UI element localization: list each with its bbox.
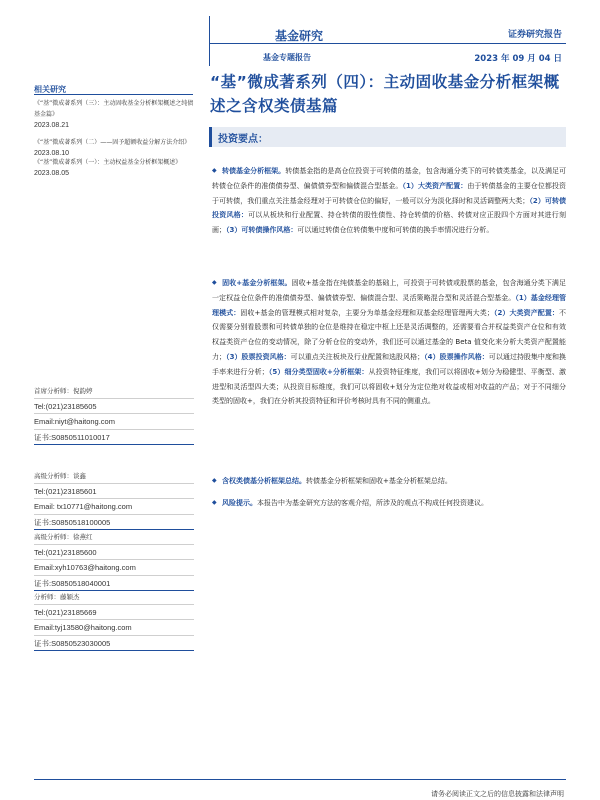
analyst-role: 高级分析师：徐燕红: [34, 530, 194, 545]
related-report-date: 2023.08.10: [34, 150, 70, 157]
analyst-tel: Tel:(021)23185600: [34, 545, 194, 560]
analyst-tel: Tel:(021)23185605: [34, 399, 194, 414]
paragraph-emphasis: （1）基金经理管理模式：: [212, 293, 567, 317]
header-rule: [209, 43, 566, 44]
analyst-block: [34, 469, 194, 530]
paragraph-text: 固收+基金指在纯债基金的基础上，可投资于可转债或股票的基金，包含海通分类下满足一定权益仓位条件的准债债券型、偏债债券型、偏债混合型、灵活策略混合型和灵活混合型基金。: [212, 279, 566, 302]
bullet-icon: ◆: [212, 477, 217, 484]
related-research-title: 相关研究: [34, 85, 66, 94]
paragraph-text: 不仅需要分别看股票和可转债单独的仓位是维持在稳定中枢上还是灵活调整的，还需要看合并权益类资产仓位和有效权益类资产仓位的变动情况，除了分析仓位的变动外，我们还可以通过基金的 Beta 值变化来分析大类资产配置能力；: [212, 308, 567, 361]
analyst-role: 分析师：藤颖杰: [34, 590, 194, 605]
paragraph-text: 转债基金分析框架和固收+基金分析框架总结。: [306, 477, 452, 485]
paragraph-text: 本报告中为基金研究方法的客观介绍，所涉及的观点不构成任何投资建议。: [257, 499, 488, 507]
report-type: 证券研究报告: [507, 30, 562, 40]
bullet-icon: ◆: [212, 167, 217, 174]
paragraph-text: 固收+基金的管理模式相对复杂，主要分为单基金经理和双基金经理管理两大类；: [240, 308, 494, 317]
paragraph-text: 可以通过持股集中度和换手率来进行分析；: [212, 352, 567, 376]
paragraph-text: 转债基金指的是高仓位投资于可转债的基金，包含海通分类下的可转债类基金，以及满足可转债仓位条件的准债债券型、偏债债券型和偏债混合型基金。: [212, 167, 567, 190]
report-date: 2023 年 09 月 04 日: [474, 54, 562, 64]
paragraph-emphasis: （3）可转债操作风格：: [226, 226, 298, 235]
header-subtitle: 基金专题报告: [263, 53, 311, 62]
bullet-icon: ◆: [212, 279, 217, 286]
related-report-title: 《“基”微成著系列（三）：主动固收基金分析框架概述之纯债基金篇》: [34, 100, 194, 118]
analyst-email[interactable]: Email:tyj13580@haitong.com: [34, 620, 194, 635]
related-report[interactable]: [34, 98, 194, 131]
analyst-block: [34, 384, 194, 445]
paragraph-text: 可以重点关注板块及行业配置和选股风格；: [290, 352, 425, 361]
analyst-cert: 证书:S0850511010017: [34, 430, 194, 445]
analyst-tel: Tel:(021)23185669: [34, 605, 194, 620]
paragraph-risk-warning: [212, 496, 566, 511]
paragraph-text: 可以从板块和行业配置、持仓转债的股性债性、持仓转债的价格、转债对应正股四个方面对其进行刻画；: [212, 211, 567, 235]
paragraph-lead: 固收+基金分析框架。: [222, 279, 292, 287]
analyst-cert: 证书:S0850518040001: [34, 576, 194, 591]
analyst-cert: 证书:S0850518100005: [34, 515, 194, 530]
paragraph-lead: 转债基金分析框架。: [222, 167, 286, 175]
paragraph-emphasis: （2）大类资产配置：: [493, 308, 560, 317]
footer-rule: [34, 779, 566, 780]
footer-disclaimer: 请务必阅读正文之后的信息披露和法律声明: [431, 790, 564, 798]
paragraph-text: 由于转债基金的主要仓位都投资于可转债，我们重点关注基金经理对于可转债仓位的偏好，一般可以分为淡化择时和灵活调整两大类；: [212, 181, 567, 205]
analyst-cert: 证书:S0850523030005: [34, 636, 194, 651]
analyst-email[interactable]: Email:niyt@haitong.com: [34, 414, 194, 429]
related-report-date: 2023.08.05: [34, 170, 70, 177]
paragraph-fixed-income-plus-framework: [212, 276, 566, 409]
related-report[interactable]: [34, 157, 194, 179]
header-divider: [209, 16, 210, 66]
header-title: 基金研究: [275, 29, 324, 43]
key-points-label: 投资要点：: [218, 134, 268, 145]
related-report-date: 2023.08.21: [34, 122, 70, 129]
analyst-email[interactable]: Email:xyh10763@haitong.com: [34, 560, 194, 575]
analyst-role: 高级分析师：谈鑫: [34, 469, 194, 484]
key-points-band: [209, 127, 566, 147]
related-report-title: 《“基”微成著系列（二）——固予超额收益分解方法介绍》: [34, 139, 191, 146]
analyst-block: [34, 530, 194, 591]
paragraph-emphasis: （4）股票操作风格：: [424, 352, 489, 361]
paragraph-lead: 风险提示。: [222, 499, 257, 507]
analyst-tel: Tel:(021)23185601: [34, 484, 194, 499]
paragraph-summary: [212, 474, 566, 489]
paragraph-convertible-framework: [212, 164, 566, 238]
related-report-title: 《“基”微成著系列（一）：主动权益基金分析框架概述》: [34, 159, 182, 166]
paragraph-emphasis: （3）股票投资风格：: [226, 352, 291, 361]
analyst-email[interactable]: Email: tx10771@haitong.com: [34, 499, 194, 514]
paragraph-text: 可以通过转债仓位转债集中度和可转债的换手率情况进行分析。: [297, 226, 494, 235]
sidebar-rule: [34, 94, 193, 95]
analyst-role: 首席分析师：倪韵婷: [34, 384, 194, 399]
paragraph-emphasis: （5）细分类型固收+分析框架：: [268, 367, 369, 376]
related-report[interactable]: [34, 137, 194, 159]
paragraph-emphasis: （2）可转债投资风格：: [212, 196, 566, 220]
bullet-icon: ◆: [212, 499, 217, 506]
paragraph-emphasis: （1）大类资产配置：: [402, 181, 468, 190]
paragraph-text: 从投资特征维度，我们可以将固收+划分为稳健型、平衡型、激进型和灵活型四大类；从投资目标维度，我们可以将固收+划分为定位绝对收益或相对收益的产品；对于不同细分类型的固收+，我们在分析其投资特征和评价考核时具有不同的侧重点。: [212, 367, 566, 406]
paragraph-lead: 含权类债基分析框架总结。: [222, 477, 306, 485]
analyst-block: [34, 590, 194, 651]
report-title: “基”微成著系列（四）：主动固收基金分析框架概述之含权类债基篇: [210, 73, 560, 115]
